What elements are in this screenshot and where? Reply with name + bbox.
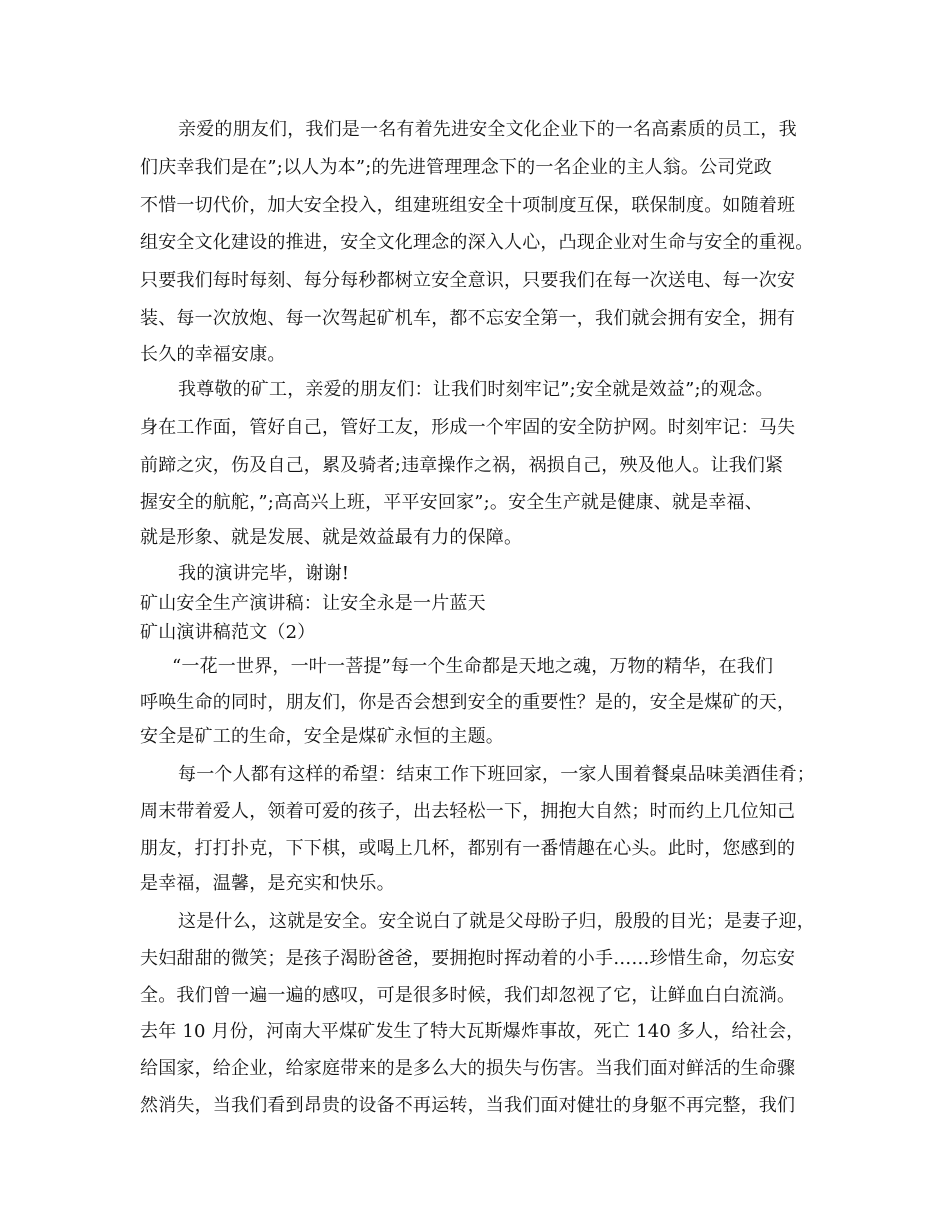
paragraph-line: 每一个人都有这样的希望：结束工作下班回家，一家人围着餐桌品味美酒佳肴；	[178, 764, 815, 785]
paragraph-line: 这是什么，这就是安全。安全说白了就是父母盼子归，殷殷的目光；是妻子迎，	[178, 911, 815, 932]
paragraph-line: 呼唤生命的同时，朋友们，你是否会想到安全的重要性？是的，安全是煤矿的天，	[140, 692, 796, 713]
paragraph-line: 组安全文化建设的推进，安全文化理念的深入人心，凸现企业对生命与安全的重视。	[140, 232, 814, 253]
paragraph-line: 去年 10 月份，河南大平煤矿发生了特大瓦斯爆炸事故，死亡 140 多人，给社会，	[140, 1021, 805, 1042]
paragraph-line: 们庆幸我们是在”;以人为本”;的先进管理理念下的一名企业的主人翁。公司党政	[140, 157, 772, 178]
paragraph-line: “一花一世界，一叶一菩提”每一个生命都是天地之魂，万物的精华，在我们	[172, 656, 774, 677]
paragraph-line: 身在工作面，管好自己，管好工友，形成一个牢固的安全防护网。时刻牢记：马失	[140, 417, 796, 438]
paragraph-line: 亲爱的朋友们，我们是一名有着先进安全文化企业下的一名高素质的员工，我	[178, 119, 797, 140]
paragraph-line: 朋友，打打扑克，下下棋，或喝上几杯，都别有一番情趣在心头。此时，您感到的	[140, 838, 796, 859]
section-title: 矿山安全生产演讲稿：让安全永是一片蓝天	[140, 593, 486, 614]
closing-line: 我的演讲完毕，谢谢!	[178, 563, 350, 584]
paragraph-line: 安全是矿工的生命，安全是煤矿永恒的主题。	[140, 726, 504, 747]
paragraph-line: 就是形象、就是发展、就是效益最有力的保障。	[140, 527, 523, 548]
paragraph-line: 是幸福，温馨，是充实和快乐。	[140, 873, 395, 894]
paragraph-line: 然消失，当我们看到昂贵的设备不再运转，当我们面对健壮的身躯不再完整，我们	[140, 1095, 796, 1116]
paragraph-line: 周末带着爱人，领着可爱的孩子，出去轻松一下，拥抱大自然；时而约上几位知己	[140, 801, 796, 822]
paragraph-line: 前蹄之灾，伤及自己，累及骑者;违章操作之祸，祸损自己，殃及他人。让我们紧	[140, 455, 784, 476]
paragraph-line: 只要我们每时每刻、每分每秒都树立安全意识，只要我们在每一次送电、每一次安	[140, 270, 796, 291]
paragraph-line: 给国家，给企业，给家庭带来的是多么大的损失与伤害。当我们面对鲜活的生命骤	[140, 1058, 796, 1079]
paragraph-line: 我尊敬的矿工，亲爱的朋友们：让我们时刻牢记”;安全就是效益”;的观念。	[178, 379, 774, 400]
paragraph-line: 全。我们曾一遍一遍的感叹，可是很多时候，我们却忽视了它，让鲜血白白流淌。	[140, 985, 796, 1006]
paragraph-line: 长久的幸福安康。	[140, 344, 286, 365]
paragraph-line: 不惜一切代价，加大安全投入，组建班组安全十项制度互保，联保制度。如随着班	[140, 195, 796, 216]
paragraph-line: 夫妇甜甜的微笑；是孩子渴盼爸爸，要拥抱时挥动着的小手……珍惜生命，勿忘安	[140, 948, 796, 969]
section-subtitle: 矿山演讲稿范文（2）	[140, 622, 316, 643]
paragraph-line: 装、每一次放炮、每一次驾起矿机车，都不忘安全第一，我们就会拥有安全，拥有	[140, 308, 796, 329]
paragraph-line: 握安全的航舵，”;高高兴上班，平平安回家”;。安全生产就是健康、就是幸福、	[140, 492, 763, 513]
